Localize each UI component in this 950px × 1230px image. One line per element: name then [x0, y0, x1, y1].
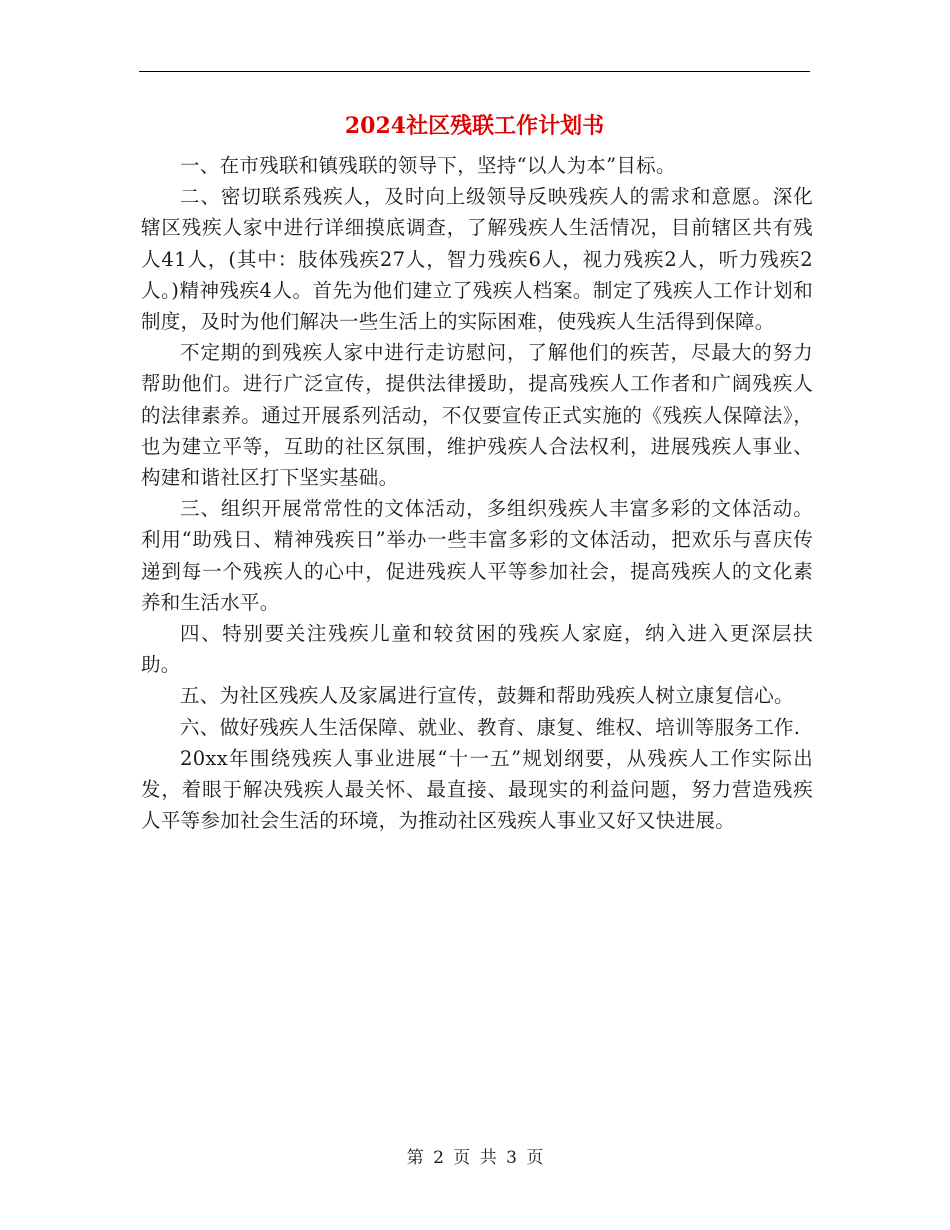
paragraph-2: 二、密切联系残疾人，及时向上级领导反映残疾人的需求和意愿。深化辖区残疾人家中进行详细摸底调查，了解残疾人生活情况，目前辖区共有残人41人，(其中：肢体残疾27人，智力残疾6人，视力残疾2人，听力残疾2人。)精神残疾4人。首先为他们建立了残疾人档案。制定了残疾人工作计划和制度，及时为他们解决一些生活上的实际困难，使残疾人生活得到保障。: [141, 185, 813, 334]
paragraph-6: 五、为社区残疾人及家属进行宣传，鼓舞和帮助残疾人树立康复信心。: [180, 684, 794, 708]
paragraph-7: 六、做好残疾人生活保障、就业、教育、康复、维权、培训等服务工作.: [180, 715, 801, 739]
document-body: [141, 150, 813, 836]
paragraph-3: 不定期的到残疾人家中进行走访慰问，了解他们的疾苦，尽最大的努力帮助他们。进行广泛宣传，提供法律援助，提高残疾人工作者和广阔残疾人的法律素养。通过开展系列活动，不仅要宣传正式实施的《残疾人保障法》，也为建立平等，互助的社区氛围，维护残疾人合法权利，进展残疾人事业、构建和谐社区打下坚实基础。: [141, 341, 813, 490]
paragraph-5: 四、特别要关注残疾儿童和较贫困的残疾人家庭，纳入进入更深层扶助。: [141, 622, 813, 677]
document-title: 2024社区残联工作计划书: [344, 113, 605, 139]
header-rule: [139, 71, 810, 72]
paragraph-1: 一、在市残联和镇残联的领导下，坚持“以人为本”目标。: [180, 154, 676, 177]
page-number-footer: 第 2 页 共 3 页: [406, 1148, 544, 1168]
paragraph-8: 20xx年围绕残疾人事业进展“十一五”规划纲要，从残疾人工作实际出发，着眼于解决残疾人最关怀、最直接、最现实的利益问题，努力营造残疾人平等参加社会生活的环境，为推动社区残疾人事业又好又快进展。: [141, 746, 813, 833]
paragraph-4: 三、组织开展常常性的文体活动，多组织残疾人丰富多彩的文体活动。利用“助残日、精神残疾日”举办一些丰富多彩的文体活动，把欢乐与喜庆传递到每一个残疾人的心中，促进残疾人平等参加社会，提高残疾人的文化素养和生活水平。: [141, 497, 813, 614]
